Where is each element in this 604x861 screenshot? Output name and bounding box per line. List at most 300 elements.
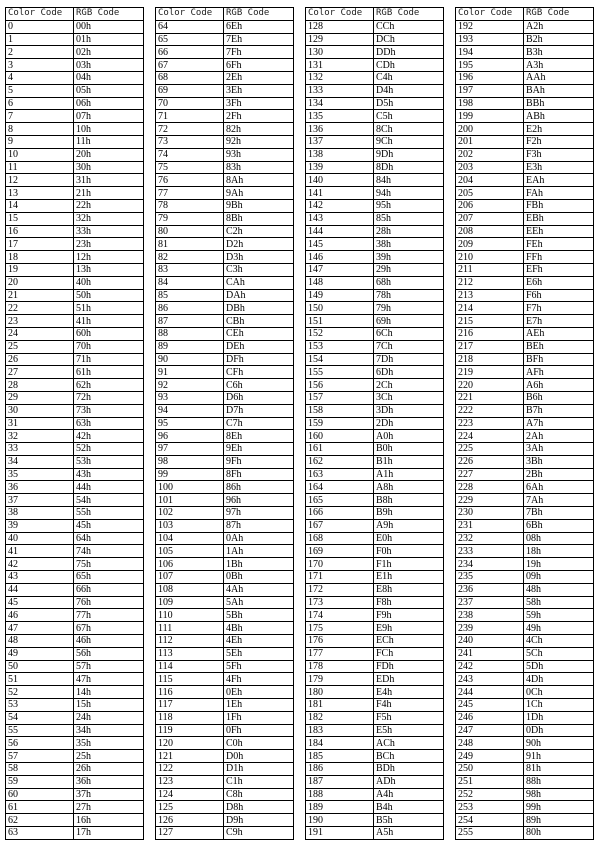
table-row	[306, 750, 444, 763]
color-code-cell: 172	[306, 583, 374, 596]
rgb-code-cell: CAh	[224, 276, 294, 289]
table-row	[456, 443, 594, 456]
color-code-cell: 51	[6, 673, 74, 686]
table-row	[456, 84, 594, 97]
rgb-code-cell: 9Fh	[224, 455, 294, 468]
color-code-cell: 216	[456, 327, 524, 340]
color-code-cell: 234	[456, 558, 524, 571]
table-row	[456, 110, 594, 123]
color-code-cell: 89	[156, 340, 224, 353]
table-row	[6, 635, 144, 648]
color-code-cell: 186	[306, 763, 374, 776]
table-row	[456, 238, 594, 251]
table-row	[456, 404, 594, 417]
rgb-code-cell: 73h	[74, 404, 144, 417]
rgb-code-cell: 10h	[74, 123, 144, 136]
color-code-cell: 214	[456, 302, 524, 315]
rgb-code-cell: 98h	[524, 788, 594, 801]
table-row	[306, 327, 444, 340]
table-row	[306, 379, 444, 392]
color-code-cell: 98	[156, 455, 224, 468]
color-code-cell: 24	[6, 327, 74, 340]
color-code-cell: 73	[156, 135, 224, 148]
color-code-cell: 248	[456, 737, 524, 750]
color-code-cell: 118	[156, 711, 224, 724]
color-code-cell: 148	[306, 276, 374, 289]
rgb-code-cell: 78h	[374, 289, 444, 302]
color-code-cell: 189	[306, 801, 374, 814]
table-row	[456, 775, 594, 788]
color-code-cell: 247	[456, 724, 524, 737]
table-row	[156, 622, 294, 635]
table-row	[306, 123, 444, 136]
rgb-code-cell: E5h	[374, 724, 444, 737]
color-code-cell: 105	[156, 545, 224, 558]
table-row	[306, 212, 444, 225]
rgb-code-cell: F2h	[524, 135, 594, 148]
color-code-cell: 174	[306, 609, 374, 622]
table-row	[156, 673, 294, 686]
rgb-code-cell: FBh	[524, 199, 594, 212]
color-code-cell: 25	[6, 340, 74, 353]
table-row	[306, 174, 444, 187]
color-code-cell: 115	[156, 673, 224, 686]
rgb-code-cell: A6h	[524, 379, 594, 392]
rgb-code-cell: 56h	[74, 647, 144, 660]
table-row	[456, 711, 594, 724]
color-code-cell: 15	[6, 212, 74, 225]
color-code-cell: 65	[156, 33, 224, 46]
table-row	[456, 276, 594, 289]
color-code-cell: 198	[456, 97, 524, 110]
color-code-cell: 86	[156, 302, 224, 315]
table-row	[6, 724, 144, 737]
color-code-cell: 34	[6, 455, 74, 468]
color-code-cell: 246	[456, 711, 524, 724]
rgb-code-cell: F6h	[524, 289, 594, 302]
table-row	[6, 84, 144, 97]
rgb-code-cell: 3Bh	[524, 455, 594, 468]
rgb-code-cell: 34h	[74, 724, 144, 737]
rgb-code-cell: 48h	[524, 583, 594, 596]
color-code-cell: 236	[456, 583, 524, 596]
table-row	[6, 263, 144, 276]
table-row	[156, 391, 294, 404]
color-code-cell: 46	[6, 609, 74, 622]
table-row	[6, 161, 144, 174]
color-code-cell: 123	[156, 775, 224, 788]
color-code-cell: 87	[156, 315, 224, 328]
color-code-cell: 233	[456, 545, 524, 558]
table-row	[156, 212, 294, 225]
color-code-cell: 75	[156, 161, 224, 174]
table-row	[156, 455, 294, 468]
table-row	[456, 801, 594, 814]
rgb-code-cell: 6Eh	[224, 20, 294, 33]
rgb-code-cell: 41h	[74, 315, 144, 328]
table-row	[156, 110, 294, 123]
table-row	[156, 724, 294, 737]
color-code-cell: 11	[6, 161, 74, 174]
rgb-code-cell: 3Dh	[374, 404, 444, 417]
table-row	[156, 545, 294, 558]
table-row	[6, 801, 144, 814]
rgb-code-cell: 8Ch	[374, 123, 444, 136]
rgb-code-cell: ADh	[374, 775, 444, 788]
table-header-row	[456, 8, 594, 21]
rgb-code-cell: 75h	[74, 558, 144, 571]
rgb-code-cell: 8Ah	[224, 174, 294, 187]
rgb-code-cell: C5h	[374, 110, 444, 123]
rgb-code-cell: BEh	[524, 340, 594, 353]
rgb-code-cell: D3h	[224, 251, 294, 264]
color-code-cell: 157	[306, 391, 374, 404]
table-row	[306, 827, 444, 840]
color-code-cell: 128	[306, 20, 374, 33]
table-row	[6, 737, 144, 750]
color-code-cell: 162	[306, 455, 374, 468]
color-code-cell: 169	[306, 545, 374, 558]
table-row	[6, 353, 144, 366]
rgb-code-cell: 06h	[74, 97, 144, 110]
table-row	[6, 276, 144, 289]
rgb-code-cell: 39h	[374, 251, 444, 264]
rgb-code-cell: 5Ch	[524, 647, 594, 660]
rgb-code-cell: 9Eh	[224, 443, 294, 456]
rgb-code-cell: 45h	[74, 519, 144, 532]
table-row	[456, 596, 594, 609]
rgb-code-cell: 0Ah	[224, 532, 294, 545]
color-code-header: Color Code	[6, 8, 74, 21]
color-code-cell: 96	[156, 430, 224, 443]
color-code-header: Color Code	[156, 8, 224, 21]
color-code-cell: 20	[6, 276, 74, 289]
color-code-cell: 67	[156, 59, 224, 72]
table-row	[456, 622, 594, 635]
color-code-cell: 249	[456, 750, 524, 763]
rgb-code-cell: F4h	[374, 699, 444, 712]
table-row	[306, 763, 444, 776]
color-code-cell: 250	[456, 763, 524, 776]
table-row	[306, 251, 444, 264]
color-code-cell: 124	[156, 788, 224, 801]
table-row	[456, 327, 594, 340]
color-code-cell: 6	[6, 97, 74, 110]
color-code-cell: 39	[6, 519, 74, 532]
color-code-cell: 232	[456, 532, 524, 545]
table-row	[156, 507, 294, 520]
color-code-cell: 133	[306, 84, 374, 97]
table-row	[306, 238, 444, 251]
table-row	[6, 609, 144, 622]
color-code-cell: 100	[156, 481, 224, 494]
rgb-code-cell: 99h	[524, 801, 594, 814]
table-row	[156, 302, 294, 315]
table-row	[456, 724, 594, 737]
rgb-code-cell: E2h	[524, 123, 594, 136]
rgb-code-cell: 5Dh	[524, 660, 594, 673]
color-code-cell: 64	[156, 20, 224, 33]
rgb-code-cell: E9h	[374, 622, 444, 635]
rgb-code-cell: 67h	[74, 622, 144, 635]
color-code-cell: 180	[306, 686, 374, 699]
rgb-code-cell: B4h	[374, 801, 444, 814]
rgb-code-cell: B8h	[374, 494, 444, 507]
rgb-code-cell: A9h	[374, 519, 444, 532]
rgb-code-cell: 64h	[74, 532, 144, 545]
color-code-cell: 188	[306, 788, 374, 801]
rgb-code-cell: 2Ch	[374, 379, 444, 392]
rgb-code-cell: 8Fh	[224, 468, 294, 481]
rgb-code-cell: 35h	[74, 737, 144, 750]
color-code-header: Color Code	[306, 8, 374, 21]
color-code-cell: 168	[306, 532, 374, 545]
rgb-code-cell: 7Eh	[224, 33, 294, 46]
table-row	[456, 558, 594, 571]
color-code-cell: 76	[156, 174, 224, 187]
color-code-cell: 83	[156, 263, 224, 276]
color-code-cell: 122	[156, 763, 224, 776]
table-row	[156, 532, 294, 545]
rgb-code-cell: 00h	[74, 20, 144, 33]
color-code-cell: 29	[6, 391, 74, 404]
color-table-2	[155, 7, 294, 840]
rgb-code-cell: ACh	[374, 737, 444, 750]
rgb-code-cell: 1Bh	[224, 558, 294, 571]
table-body	[6, 20, 144, 839]
color-code-cell: 21	[6, 289, 74, 302]
color-code-cell: 241	[456, 647, 524, 660]
rgb-code-cell: 9Dh	[374, 148, 444, 161]
rgb-code-cell: 32h	[74, 212, 144, 225]
table-row	[6, 711, 144, 724]
table-body	[306, 20, 444, 839]
color-code-cell: 147	[306, 263, 374, 276]
table-row	[456, 187, 594, 200]
rgb-code-cell: ECh	[374, 635, 444, 648]
color-code-cell: 57	[6, 750, 74, 763]
color-code-cell: 50	[6, 660, 74, 673]
color-code-cell: 224	[456, 430, 524, 443]
color-code-cell: 4	[6, 71, 74, 84]
rgb-code-cell: 4Ah	[224, 583, 294, 596]
table-header-row	[306, 8, 444, 21]
color-code-cell: 27	[6, 366, 74, 379]
color-code-cell: 55	[6, 724, 74, 737]
rgb-code-cell: BAh	[524, 84, 594, 97]
color-code-cell: 254	[456, 814, 524, 827]
rgb-code-cell: 1Ah	[224, 545, 294, 558]
table-row	[6, 750, 144, 763]
color-code-cell: 84	[156, 276, 224, 289]
color-code-cell: 16	[6, 225, 74, 238]
color-code-cell: 145	[306, 238, 374, 251]
rgb-code-cell: 7Ah	[524, 494, 594, 507]
color-code-cell: 240	[456, 635, 524, 648]
color-code-cell: 48	[6, 635, 74, 648]
color-table-1	[5, 7, 144, 840]
table-row	[456, 571, 594, 584]
rgb-code-header: RGB Code	[74, 8, 144, 21]
color-code-cell: 144	[306, 225, 374, 238]
color-code-cell: 32	[6, 430, 74, 443]
color-code-cell: 60	[6, 788, 74, 801]
rgb-code-cell: C3h	[224, 263, 294, 276]
color-code-cell: 44	[6, 583, 74, 596]
table-row	[6, 686, 144, 699]
color-code-cell: 121	[156, 750, 224, 763]
table-row	[456, 583, 594, 596]
color-code-cell: 110	[156, 609, 224, 622]
table-row	[456, 686, 594, 699]
table-row	[456, 199, 594, 212]
rgb-code-cell: D8h	[224, 801, 294, 814]
color-code-cell: 111	[156, 622, 224, 635]
table-row	[306, 20, 444, 33]
table-header-row	[6, 8, 144, 21]
rgb-code-cell: 76h	[74, 596, 144, 609]
color-code-cell: 35	[6, 468, 74, 481]
rgb-code-cell: 90h	[524, 737, 594, 750]
color-code-cell: 153	[306, 340, 374, 353]
table-row	[456, 315, 594, 328]
table-row	[456, 788, 594, 801]
color-code-cell: 215	[456, 315, 524, 328]
color-code-cell: 158	[306, 404, 374, 417]
rgb-code-cell: B1h	[374, 455, 444, 468]
table-row	[306, 340, 444, 353]
rgb-code-cell: 11h	[74, 135, 144, 148]
color-code-cell: 38	[6, 507, 74, 520]
color-code-cell: 0	[6, 20, 74, 33]
rgb-code-cell: E0h	[374, 532, 444, 545]
table-row	[306, 417, 444, 430]
color-code-cell: 209	[456, 238, 524, 251]
table-row	[456, 494, 594, 507]
color-code-cell: 17	[6, 238, 74, 251]
color-code-cell: 72	[156, 123, 224, 136]
rgb-code-cell: 92h	[224, 135, 294, 148]
rgb-code-cell: DCh	[374, 33, 444, 46]
rgb-code-cell: 2Ah	[524, 430, 594, 443]
color-code-cell: 197	[456, 84, 524, 97]
color-code-cell: 112	[156, 635, 224, 648]
color-table-3	[305, 7, 444, 840]
color-code-cell: 104	[156, 532, 224, 545]
rgb-code-cell: 21h	[74, 187, 144, 200]
color-code-cell: 125	[156, 801, 224, 814]
table-row	[6, 481, 144, 494]
color-code-cell: 178	[306, 660, 374, 673]
table-row	[156, 340, 294, 353]
rgb-code-cell: 54h	[74, 494, 144, 507]
rgb-code-cell: 3Ah	[524, 443, 594, 456]
table-row	[156, 366, 294, 379]
rgb-code-cell: D7h	[224, 404, 294, 417]
color-code-cell: 109	[156, 596, 224, 609]
table-row	[156, 123, 294, 136]
rgb-code-cell: 18h	[524, 545, 594, 558]
rgb-code-cell: D6h	[224, 391, 294, 404]
table-row	[306, 724, 444, 737]
table-row	[156, 263, 294, 276]
rgb-code-cell: 3Fh	[224, 97, 294, 110]
table-row	[156, 404, 294, 417]
color-code-cell: 81	[156, 238, 224, 251]
table-row	[156, 187, 294, 200]
table-row	[6, 327, 144, 340]
rgb-code-cell: B6h	[524, 391, 594, 404]
table-row	[306, 622, 444, 635]
color-code-cell: 108	[156, 583, 224, 596]
color-code-cell: 161	[306, 443, 374, 456]
table-row	[306, 391, 444, 404]
rgb-code-cell: 22h	[74, 199, 144, 212]
table-row	[6, 59, 144, 72]
table-row	[156, 430, 294, 443]
color-code-cell: 101	[156, 494, 224, 507]
table-row	[456, 430, 594, 443]
rgb-code-cell: EFh	[524, 263, 594, 276]
rgb-code-cell: 12h	[74, 251, 144, 264]
table-row	[456, 135, 594, 148]
rgb-code-cell: 9Ch	[374, 135, 444, 148]
color-code-cell: 243	[456, 673, 524, 686]
color-code-cell: 235	[456, 571, 524, 584]
table-row	[456, 340, 594, 353]
rgb-code-cell: E8h	[374, 583, 444, 596]
table-row	[456, 814, 594, 827]
table-row	[6, 33, 144, 46]
table-row	[156, 686, 294, 699]
rgb-code-cell: 87h	[224, 519, 294, 532]
color-code-cell: 137	[306, 135, 374, 148]
rgb-code-cell: 7Bh	[524, 507, 594, 520]
color-code-cell: 222	[456, 404, 524, 417]
color-code-cell: 92	[156, 379, 224, 392]
color-code-cell: 139	[306, 161, 374, 174]
table-row	[6, 20, 144, 33]
rgb-code-cell: 96h	[224, 494, 294, 507]
rgb-code-cell: D2h	[224, 238, 294, 251]
rgb-code-cell: A7h	[524, 417, 594, 430]
table-row	[156, 583, 294, 596]
rgb-code-cell: 1Eh	[224, 699, 294, 712]
table-row	[6, 417, 144, 430]
color-code-cell: 251	[456, 775, 524, 788]
rgb-code-cell: 43h	[74, 468, 144, 481]
color-code-cell: 129	[306, 33, 374, 46]
table-row	[306, 571, 444, 584]
table-row	[456, 33, 594, 46]
table-row	[306, 315, 444, 328]
rgb-code-cell: B2h	[524, 33, 594, 46]
table-row	[6, 302, 144, 315]
rgb-code-cell: 51h	[74, 302, 144, 315]
color-code-cell: 132	[306, 71, 374, 84]
table-row	[306, 71, 444, 84]
table-row	[306, 276, 444, 289]
color-code-cell: 107	[156, 571, 224, 584]
table-row	[306, 187, 444, 200]
color-code-cell: 156	[306, 379, 374, 392]
rgb-code-cell: 40h	[74, 276, 144, 289]
rgb-code-cell: B0h	[374, 443, 444, 456]
table-row	[156, 814, 294, 827]
color-code-cell: 217	[456, 340, 524, 353]
table-row	[306, 507, 444, 520]
table-row	[306, 148, 444, 161]
